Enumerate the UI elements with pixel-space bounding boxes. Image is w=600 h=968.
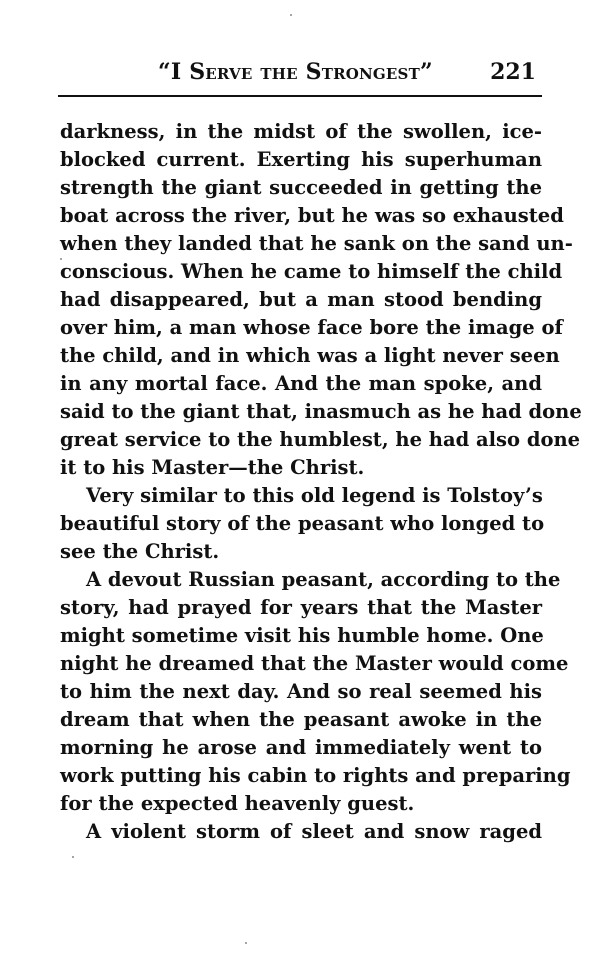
text-line: work putting his cabin to rights and preparing (60, 764, 571, 787)
print-speck (245, 942, 247, 944)
text-line: morning he arose and immediately went to (60, 736, 542, 759)
text-line: blocked current. Exerting his superhuman (60, 148, 542, 171)
print-speck (72, 856, 74, 858)
text-line: had disappeared, but a man stood bending (60, 288, 542, 311)
text-line: the child, and in which was a light never seen (60, 344, 560, 367)
paragraph-first-line: A devout Russian peasant, according to the (86, 568, 561, 591)
text-line: beautiful story of the peasant who longed to (60, 512, 545, 535)
text-line: might sometime visit his humble home. One (60, 624, 544, 647)
paragraph-first-line: Very similar to this old legend is Tolstoy’s (86, 484, 543, 507)
print-speck (60, 258, 62, 260)
text-line: for the expected heavenly guest. (60, 792, 415, 815)
text-line: it to his Master—the Christ. (60, 456, 365, 479)
text-line: night he dreamed that the Master would come (60, 652, 569, 675)
paragraph-first-line: A violent storm of sleet and snow raged (86, 820, 542, 843)
running-title: “I Serve the Strongest” (158, 59, 433, 85)
text-line: great service to the humblest, he had also done (60, 428, 581, 451)
text-line: conscious. When he came to himself the child (60, 260, 563, 283)
page-number: 221 (490, 59, 536, 85)
text-line: strength the giant succeeded in getting the (60, 176, 542, 199)
text-line: to him the next day. And so real seemed his (60, 680, 542, 703)
text-line: boat across the river, but he was so exhausted (60, 204, 564, 227)
text-line: darkness, in the midst of the swollen, ice- (60, 120, 542, 143)
text-line: said to the giant that, inasmuch as he had done (60, 400, 582, 423)
body-text (60, 118, 582, 846)
text-line: when they landed that he sank on the sand un- (60, 232, 573, 255)
text-line: dream that when the peasant awoke in the (60, 708, 542, 731)
text-line: over him, a man whose face bore the image of (60, 316, 563, 339)
header-rule (58, 95, 542, 97)
text-line: in any mortal face. And the man spoke, and (60, 372, 542, 395)
running-head (58, 57, 542, 91)
print-speck (290, 14, 292, 16)
text-line: story, had prayed for years that the Master (60, 596, 542, 619)
text-line: see the Christ. (60, 540, 220, 563)
